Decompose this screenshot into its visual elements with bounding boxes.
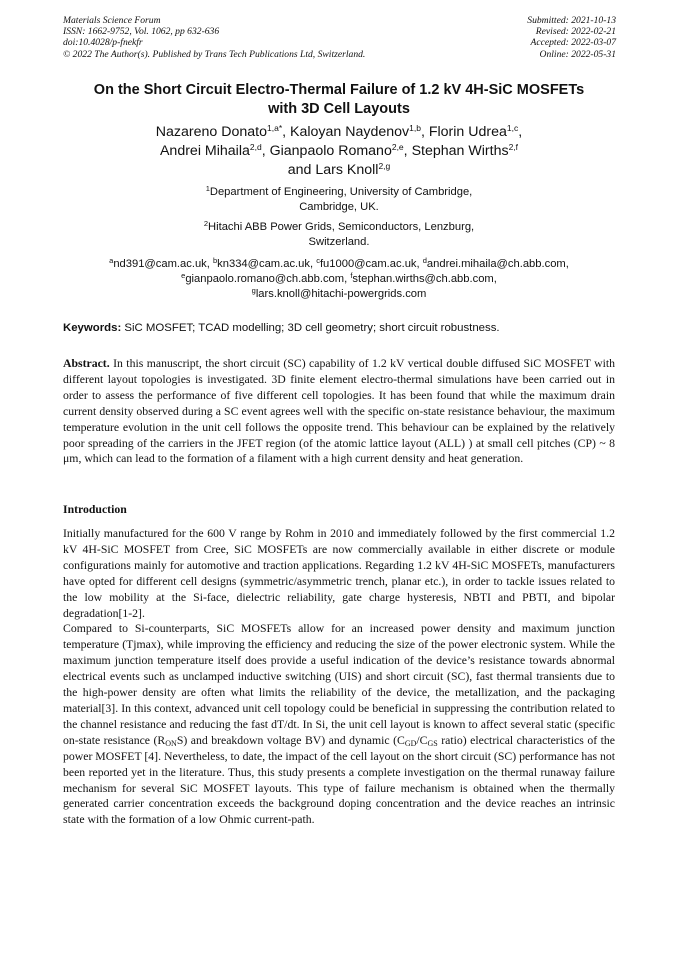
email-sup: a [109, 256, 114, 265]
email-address[interactable]: kn334@cam.ac.uk [217, 258, 310, 270]
email-address[interactable]: andrei.mihaila@ch.abb.com [426, 258, 566, 270]
author-name: Andrei Mihaila [159, 143, 250, 159]
affiliation-2 [40, 220, 638, 250]
author-line-2 [40, 142, 638, 161]
author-sup: 2,e [391, 142, 404, 152]
affiliation-2-line-1 [40, 220, 638, 235]
email-sup: f [350, 271, 353, 280]
email-line-2 [40, 272, 638, 287]
email-separator: , [493, 273, 497, 285]
journal-issn: ISSN: 1662-9752, Vol. 1062, pp 632-636 [63, 26, 220, 38]
author-sup: 1,c [506, 123, 519, 133]
keywords-label: Keywords: [63, 322, 122, 334]
author-list [40, 123, 638, 180]
affiliation-sup: 2 [203, 219, 209, 228]
journal-name: Materials Science Forum [63, 15, 161, 26]
intro-text: ratio) electrical characteristics of the power MOSFET [4]. Nevertheless, to date, the impact of the cell layout on the short circuit (SC) performance has not been reported yet in the literature. Thus, this study presents a complete investigation on the thermal runaway failure mechanism for several SiC MOSFET layouts. This type of failure mechanism is obtained when the thermally generated carrier concentration exceeds the background doping concentration and the device reaches an intrinsic state with the formation of a low Ohmic current-path. [63, 733, 615, 827]
affiliation-text: Hitachi ABB Power Grids, Semiconductors, Lenzburg, [208, 221, 475, 233]
email-address[interactable]: nd391@cam.ac.uk [113, 258, 207, 270]
keywords-text: SiC MOSFET; TCAD modelling; 3D cell geometry; short circuit robustness. [121, 322, 500, 334]
revised-date: Revised: 2022-02-21 [535, 26, 616, 38]
author-sup: 1,a* [267, 123, 283, 133]
email-sup: d [422, 256, 427, 265]
author-name: Florin Udrea [428, 124, 507, 140]
online-date: Online: 2022-05-31 [539, 48, 616, 60]
intro-paragraph-2 [63, 621, 615, 828]
intro-subscript: ON [165, 738, 177, 748]
author-separator: , [261, 143, 270, 159]
author-sup: 2,d [249, 142, 262, 152]
introduction-body [63, 526, 615, 828]
email-address[interactable]: stephan.wirths@ch.abb.com [352, 273, 494, 285]
email-separator: , [416, 258, 423, 270]
title-line-1: On the Short Circuit Electro-Thermal Failure of 1.2 kV 4H-SiC MOSFETs [93, 82, 585, 98]
email-separator: , [565, 258, 569, 270]
intro-subscript: GD [404, 738, 417, 748]
email-sup: e [181, 271, 186, 280]
author-separator: , [403, 143, 412, 159]
email-address[interactable]: gianpaolo.romano@ch.abb.com [185, 273, 345, 285]
email-separator: , [309, 258, 317, 270]
abstract [63, 356, 615, 467]
affiliation-text: Department of Engineering, University of Cambridge, [209, 186, 473, 198]
introduction-heading: Introduction [63, 503, 127, 516]
intro-text: Compared to Si-counterparts, SiC MOSFETs allow for an increased power density and maximum junction temperature (Tjmax), while improving the efficiency and reducing the size of the power electronic system. While the maximum junction temperature itself does provide a useful indication of the device’s resistance towards abnormal electrical events such as unclamped inductive switching (UIS) and short circuit (SC), fast thermal transients due to the high-power density are often what limits the reliability of the device, the metallization, and the packaging material[3]. In this context, advanced unit cell topology could be beneficial in suppressing the contribution related to the channel resistance and reducing the fast dT/dt. In Si, the unit cell layout is known to affect several static (specific on-state resistance (R [63, 622, 615, 747]
author-name: Kaloyan Naydenov [290, 124, 410, 140]
paper-title [40, 81, 638, 118]
journal-header-right [527, 15, 616, 60]
intro-subscript: GS [427, 738, 438, 748]
intro-text: /C [416, 733, 428, 747]
abstract-label: Abstract. [63, 357, 110, 370]
affiliation-2-line-2: Switzerland. [308, 236, 370, 248]
copyright-line: © 2022 The Author(s). Published by Trans Tech Publications Ltd, Switzerland. [63, 48, 366, 60]
author-separator: , [282, 124, 291, 140]
affiliation-1-line-1 [40, 185, 638, 200]
email-list [40, 257, 638, 302]
affiliation-sup: 1 [205, 184, 210, 193]
email-sup: g [251, 286, 256, 295]
author-line-3 [40, 161, 638, 180]
author-sup: 1,b [409, 123, 421, 133]
author-line-1 [40, 123, 638, 142]
accepted-date: Accepted: 2022-03-07 [530, 37, 616, 49]
author-name: Stephan Wirths [411, 143, 509, 159]
author-sup: 2,f [508, 142, 519, 152]
author-name: Nazareno Donato [155, 124, 267, 140]
author-name: Gianpaolo Romano [269, 143, 392, 159]
email-address[interactable]: fu1000@cam.ac.uk [319, 258, 417, 270]
email-line-3 [40, 287, 638, 302]
journal-header-left [63, 15, 365, 60]
keywords [63, 321, 500, 335]
intro-text: S) and breakdown voltage BV) and dynamic (C [176, 733, 405, 747]
author-sup: 2,g [378, 161, 391, 171]
affiliation-1-line-2: Cambridge, UK. [299, 201, 379, 213]
submitted-date: Submitted: 2021-10-13 [527, 15, 616, 26]
email-line-1 [40, 257, 638, 272]
affiliation-1 [40, 185, 638, 215]
email-address[interactable]: lars.knoll@hitachi-powergrids.com [255, 288, 427, 300]
email-sup: c [316, 256, 320, 265]
title-line-2: with 3D Cell Layouts [268, 100, 410, 117]
email-separator: , [344, 273, 351, 285]
author-separator: , [518, 124, 523, 140]
abstract-text: In this manuscript, the short circuit (SC) capability of 1.2 kV vertical double diffused SiC MOSFET with different layout topologies is investigated. 3D finite element electro-thermal simulations have been carried out in order to assess the performance of five different cell topologies. It has been found that while the maximum drain current density observed during a SC event agrees well with the specific on-state resistance behaviour, the maximum temperature evolution in the unit cell follows the opposite trend. This behaviour can be explained by the relatively poor spreading of the carriers in the JFET region (of the atomic lattice layout (ALL) ) at small cell pitches (CP) ~ 8 μm, which can lead to the formation of a filament with a high current density and heat generation. [63, 357, 615, 466]
author-separator: , [420, 124, 429, 140]
journal-doi: doi:10.4028/p-fnekfr [63, 37, 143, 49]
intro-paragraph-1: Initially manufactured for the 600 V range by Rohm in 2010 and immediately followed by the first commercial 1.2 kV 4H-SiC MOSFET from Cree, SiC MOSFETs are now commercially available in either discrete or module configurations mainly for automotive and traction applications. Regarding 1.2 kV 4H-SiC MOSFETs, manufacturers have opted for different cell designs (symmetric/asymmetric trench, planar etc.), in order to tackle issues related to the low mobility at the Si-face, dielectric reliability, gate charge hysteresis, NBTI and PBTI, and bipolar degradation[1-2]. [63, 527, 615, 620]
email-separator: , [206, 258, 213, 270]
author-name: and Lars Knoll [287, 162, 379, 178]
email-sup: b [212, 256, 218, 265]
